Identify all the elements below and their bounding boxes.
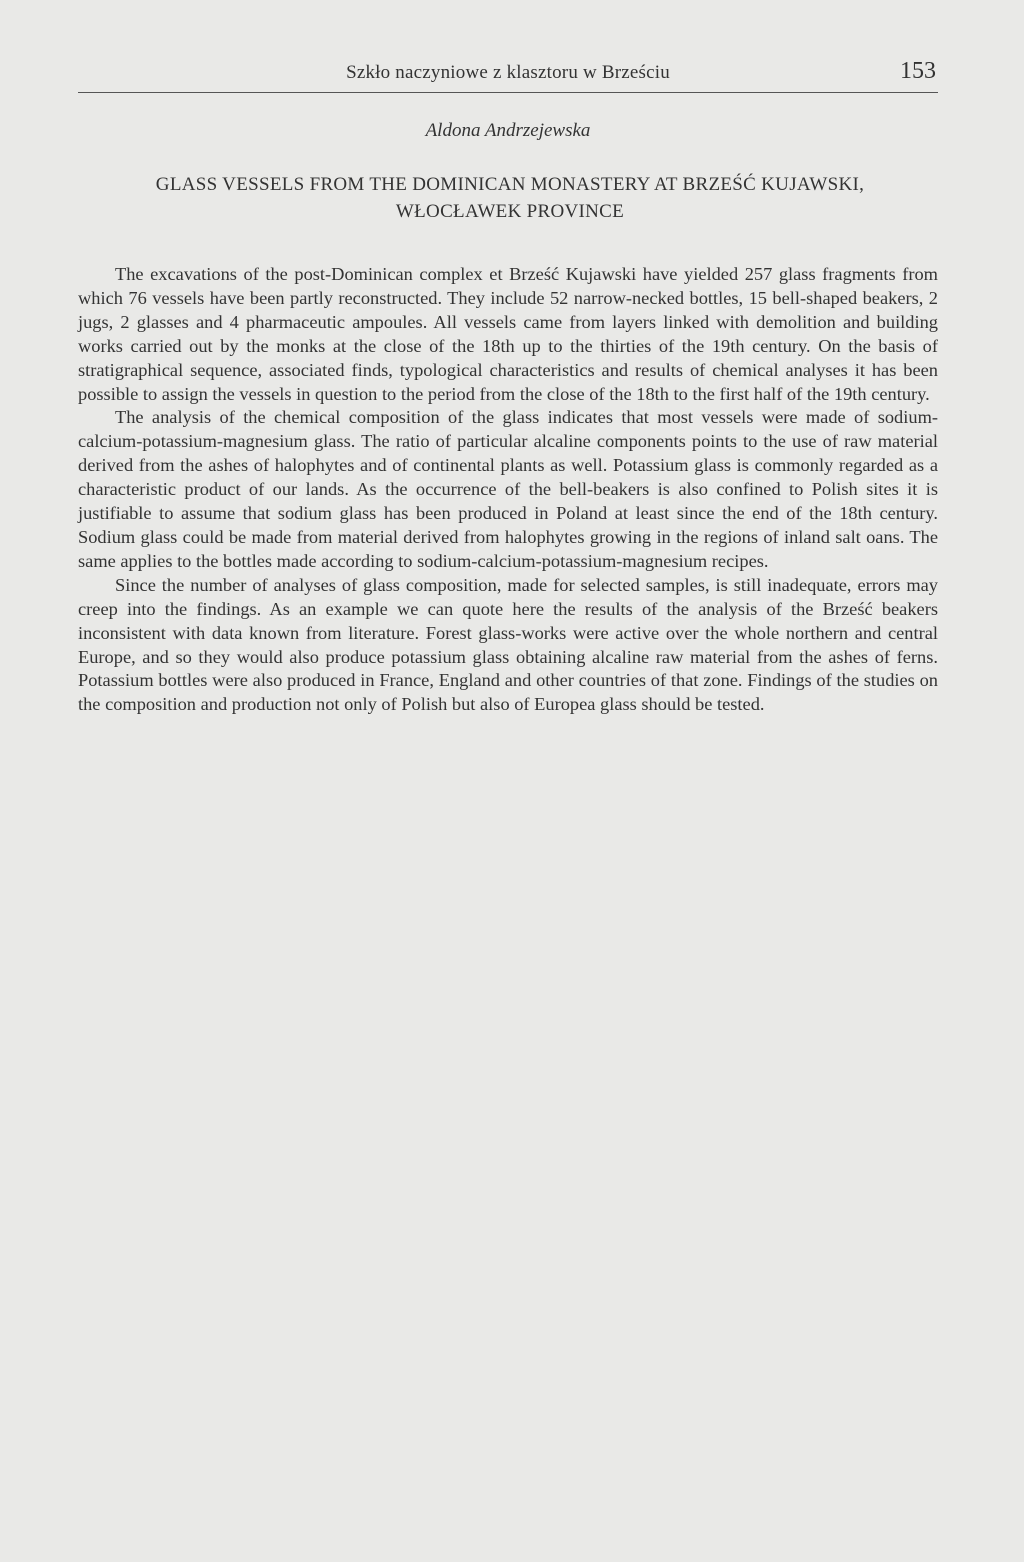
article-title-line-2: WŁOCŁAWEK PROVINCE bbox=[395, 201, 625, 222]
article-title-line-1: GLASS VESSELS FROM THE DOMINICAN MONASTERY AT BRZEŚĆ KUJAWSKI, bbox=[155, 174, 865, 195]
author-name: Aldona Andrzejewska bbox=[425, 120, 591, 141]
paragraph-2: The analysis of the chemical composition of the glass indicates that most vessels were made of sodium-calcium-potassium-magnesium glass. The ratio of particular alcaline components points to the use of raw material derived from the ashes of halophytes and of continental plants as well. Potassium glass is commonly regarded as a characteristic product of our lands. As the occurrence of the bell-beakers is also confined to Polish sites it is justifiable to assume that sodium glass has been produced in Poland at least since the end of the 18th century. Sodium glass could be made from material derived from halophytes growing in the regions of inland salt oans. The same applies to the bottles made according to sodium-calcium-potassium-magnesium recipes. bbox=[78, 407, 938, 571]
article-title bbox=[60, 171, 960, 225]
article-body bbox=[78, 263, 938, 717]
running-header bbox=[78, 58, 938, 93]
paragraph-3: Since the number of analyses of glass composition, made for selected samples, is still inadequate, errors may creep into the findings. As an example we can quote here the results of the analysis of the Brześć beakers inconsistent with data known from literature. Forest glass-works were active over the whole northern and central Europe, and so they would also produce potassium glass obtaining alcaline raw material from the ashes of ferns. Potassium bottles were also produced in France, England and other countries of that zone. Findings of the studies on the composition and production not only of Polish but also of Europea glass should be tested. bbox=[78, 574, 938, 715]
running-title: Szkło naczyniowe z klasztoru w Brześciu bbox=[346, 62, 670, 83]
paragraph-1: The excavations of the post-Dominican complex et Brześć Kujawski have yielded 257 glass fragments from which 76 vessels have been partly reconstructed. They include 52 narrow-necked bottles, 15 bell-shaped beakers, 2 jugs, 2 glasses and 4 pharmaceutic ampoules. All vessels came from layers linked with demolition and building works carried out by the monks at the close of the 18th up to the thirties of the 19th century. On the basis of stratigraphical sequence, associated finds, typological characteristics and results of chemical analyses it has been possible to assign the vessels in question to the period from the close of the 18th to the first half of the 19th century. bbox=[78, 264, 938, 404]
page-number: 153 bbox=[900, 58, 936, 84]
